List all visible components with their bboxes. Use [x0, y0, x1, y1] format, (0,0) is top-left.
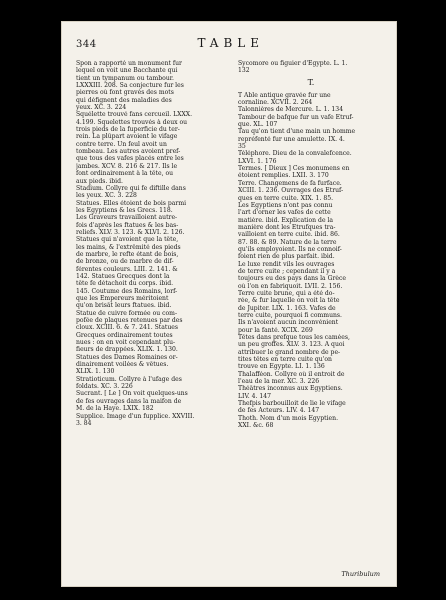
index-line: que. XL. 107: [238, 121, 278, 129]
index-line: T Able antique gravée fur une: [238, 91, 331, 99]
index-line: foient rien de plus parfait. ibid.: [238, 253, 335, 261]
index-line: 145. Coutume des Romains, lorf-: [76, 287, 178, 295]
index-line: Sucrant. [ Le ] On voit quelques-uns: [76, 390, 188, 398]
index-line: Les Graveurs travailloient autre-: [76, 214, 178, 222]
index-line: XLIX. 1. 130: [76, 368, 115, 376]
index-line: font ordinairement à la tête, ou: [76, 170, 174, 178]
index-line: Sycomore ou figuier d'Egypte. L. 1.: [238, 60, 348, 67]
index-line: toujours eu des pays dans la Grèce: [238, 275, 347, 283]
index-line: les yeux. XC. 3. 228: [76, 192, 137, 200]
index-line: que tous des vafes placés entre les: [76, 155, 184, 163]
index-line: qu'ils employoient. Ils ne connoif-: [238, 245, 342, 253]
index-line: tites têtes en terre cuite qu'on: [238, 356, 332, 364]
index-line: Spon a rapporté un monument fur: [76, 60, 182, 67]
index-line: l'eau de la mer. XC. 3. 226: [238, 378, 320, 386]
index-line: rein. La plûpart avoient le vifage: [76, 133, 178, 141]
index-line: matière. ibid. Explication de la: [238, 216, 334, 224]
index-line: tombeau. Les autres avoient pref-: [76, 148, 181, 156]
index-line: lequel on voit une Bacchante qui: [76, 67, 178, 75]
right-column-top: [238, 60, 384, 75]
index-line: Téléphore. Dieu de la convalefcence.: [238, 150, 352, 158]
index-line: dinairement voilées & vêtues.: [76, 361, 169, 369]
index-line: contre terre. Un feul avoit un: [76, 140, 167, 148]
index-line: 4.199. Squelettes trouvés à deux ou: [76, 118, 188, 126]
index-line: qui défignent des maladies des: [76, 96, 172, 104]
index-line: repréfenté fur une amulette. IX. 4.: [238, 135, 345, 143]
index-line: l'art d'orner les vafes de cette: [238, 209, 331, 217]
page-header: [76, 36, 382, 52]
index-line: Ils n'avoient aucun inconvénient: [238, 319, 339, 327]
index-line: ques en terre cuite. XIX. 1. 85.: [238, 194, 334, 202]
index-line: XCIII. 1. 236. Ouvrages des Etruf-: [238, 187, 344, 195]
index-line: reliefs. XLV. 3. 123. & XLVI. 2. 126.: [76, 228, 185, 236]
index-line: Supplice. Image d'un fupplice. XXVIII.: [76, 412, 195, 420]
index-line: fieurs de drappées. XLIX. 1. 130.: [76, 346, 178, 354]
index-line: foldats. XC. 3. 226: [76, 383, 133, 391]
index-line: Les Egyptiens n'ont pas connu: [238, 201, 333, 209]
index-line: nues : on en voit cependant plu-: [76, 339, 176, 347]
index-line: Théâtres inconnus aux Egyptiens.: [238, 385, 343, 393]
index-line: cornaline. XCVII. 2. 264: [238, 99, 313, 107]
index-line: de Jupiter. LIX. 1. 163. Vafes de: [238, 304, 336, 312]
index-line: LIV. 4. 147: [238, 392, 272, 400]
index-line: 132: [238, 67, 250, 75]
index-line: pour la fanté. XCIX. 269: [238, 326, 313, 334]
index-line: cloux. XCIII. 6. & 7. 241. Statues: [76, 324, 178, 332]
index-line: terre cuite, pourquoi fi communs.: [238, 312, 342, 319]
index-line: Têtes dans prefque tous les camées,: [238, 334, 350, 342]
index-line: manière dont les Etrufques tra-: [238, 223, 336, 231]
index-line: XXI. &c. 68: [238, 422, 274, 430]
left-column: [76, 60, 222, 427]
index-line: LXXXIII. 208. Sa conjecture fur les: [76, 82, 184, 90]
index-line: Thefpis barbouilloit de lie le vifage: [238, 400, 346, 408]
index-line: Thalafféon. Collyre où il entroit de: [238, 370, 345, 378]
index-line: où l'on en fabriquoit. LVII. 2. 156.: [238, 282, 343, 290]
index-line: les Egyptiens & les Grecs. 118.: [76, 206, 173, 214]
index-line: qu'on brisât leurs ftatues. ibid.: [76, 302, 172, 310]
index-line: attribuer le grand nombre de pe-: [238, 348, 341, 356]
index-line: M. de la Haye. LXIX. 182: [76, 405, 154, 413]
index-line: de bronze, ou de marbre de dif-: [76, 258, 174, 266]
index-line: un peu groffes. XLV. 3. 123. A quoi: [238, 341, 345, 349]
index-line: de fes ouvrages dans la maifon de: [76, 397, 182, 405]
index-line: jambes. XCV. 8. 216 & 217. Ils le: [76, 162, 178, 170]
index-line: trois pieds de la fuperficie du ter-: [76, 126, 180, 134]
index-line: Thoth. Nom d'un mois Egyptien.: [238, 414, 339, 422]
index-line: LXVI. 1. 176: [238, 157, 277, 165]
index-line: 3. 84: [76, 419, 92, 427]
index-line: 87. 88. & 89. Nature de la terre: [238, 238, 337, 246]
index-line: Le luxe rendit vils les ouvrages: [238, 260, 335, 268]
right-column-entries: [238, 92, 384, 430]
index-line: Statues des Dames Romaines or-: [76, 353, 178, 361]
index-line: 142. Statues Grecques dont la: [76, 272, 170, 280]
section-letter: T.: [307, 77, 315, 87]
index-line: Talonnières de Mercure. L. 1. 134: [238, 106, 344, 114]
book-page: [62, 22, 396, 586]
index-line: fois d'après les ftatues & les bas-: [76, 221, 179, 229]
index-line: Tau qu'on tient d'une main un homme: [238, 128, 356, 136]
index-line: vailloient en terre cuite. ibid. 86.: [238, 231, 340, 239]
index-line: Tambour de bafque fur un vafe Etruf-: [238, 113, 354, 121]
index-line: aux pieds. ibid.: [76, 177, 123, 185]
right-column: [238, 60, 384, 430]
index-line: Statues. Elles étoient de bois parmi: [76, 199, 187, 207]
index-line: de terre cuite ; cependant il y a: [238, 267, 336, 275]
index-line: de marbre, le refte étant de bois,: [76, 250, 179, 258]
index-line: les mains, & l'extrêmité des pieds: [76, 243, 181, 251]
index-line: Terre cuite brune, qui a été do-: [238, 289, 335, 297]
index-line: Stratioticum. Collyre à l'ufage des: [76, 375, 182, 383]
index-line: 35: [238, 143, 246, 151]
index-line: tête fe détachoit du corps. ibid.: [76, 280, 174, 288]
index-line: yeux. XC. 3. 224: [76, 104, 127, 112]
index-line: Terre. Changemens de fa furface.: [238, 179, 342, 187]
index-line: Grecques ordinairement toutes: [76, 331, 173, 339]
index-line: rée, & fur laquelle on voit la tête: [238, 297, 340, 305]
running-head: TABLE: [197, 36, 264, 50]
index-line: pierres où font gravés des mots: [76, 89, 174, 97]
index-line: tient un tympanum ou tambour.: [76, 74, 174, 82]
index-line: Stadium. Collyre qui fe diftille dans: [76, 184, 186, 192]
page-number: 344: [76, 39, 97, 50]
index-line: de fes Acteurs. LIV. 4. 147: [238, 407, 320, 415]
catchword: Thuribulum: [341, 570, 380, 578]
index-line: étoient remplies. LXII. 3. 170: [238, 172, 329, 180]
index-line: pofée de plaques retenues par des: [76, 317, 183, 325]
index-line: que les Empereurs méritoient: [76, 295, 169, 302]
index-line: Statues qui n'avoient que la tête,: [76, 236, 179, 244]
index-line: Squélette trouvé fans cercueil. LXXX.: [76, 111, 193, 119]
index-line: trouve en Egypte. LI. 1. 136: [238, 363, 325, 371]
index-line: Statue de cuivre formée ou com-: [76, 309, 178, 317]
index-line: Termes. [ Dieux ] Ces monumens en: [238, 165, 350, 173]
index-line: férentes couleurs. LIII. 2. 141. &: [76, 265, 178, 273]
